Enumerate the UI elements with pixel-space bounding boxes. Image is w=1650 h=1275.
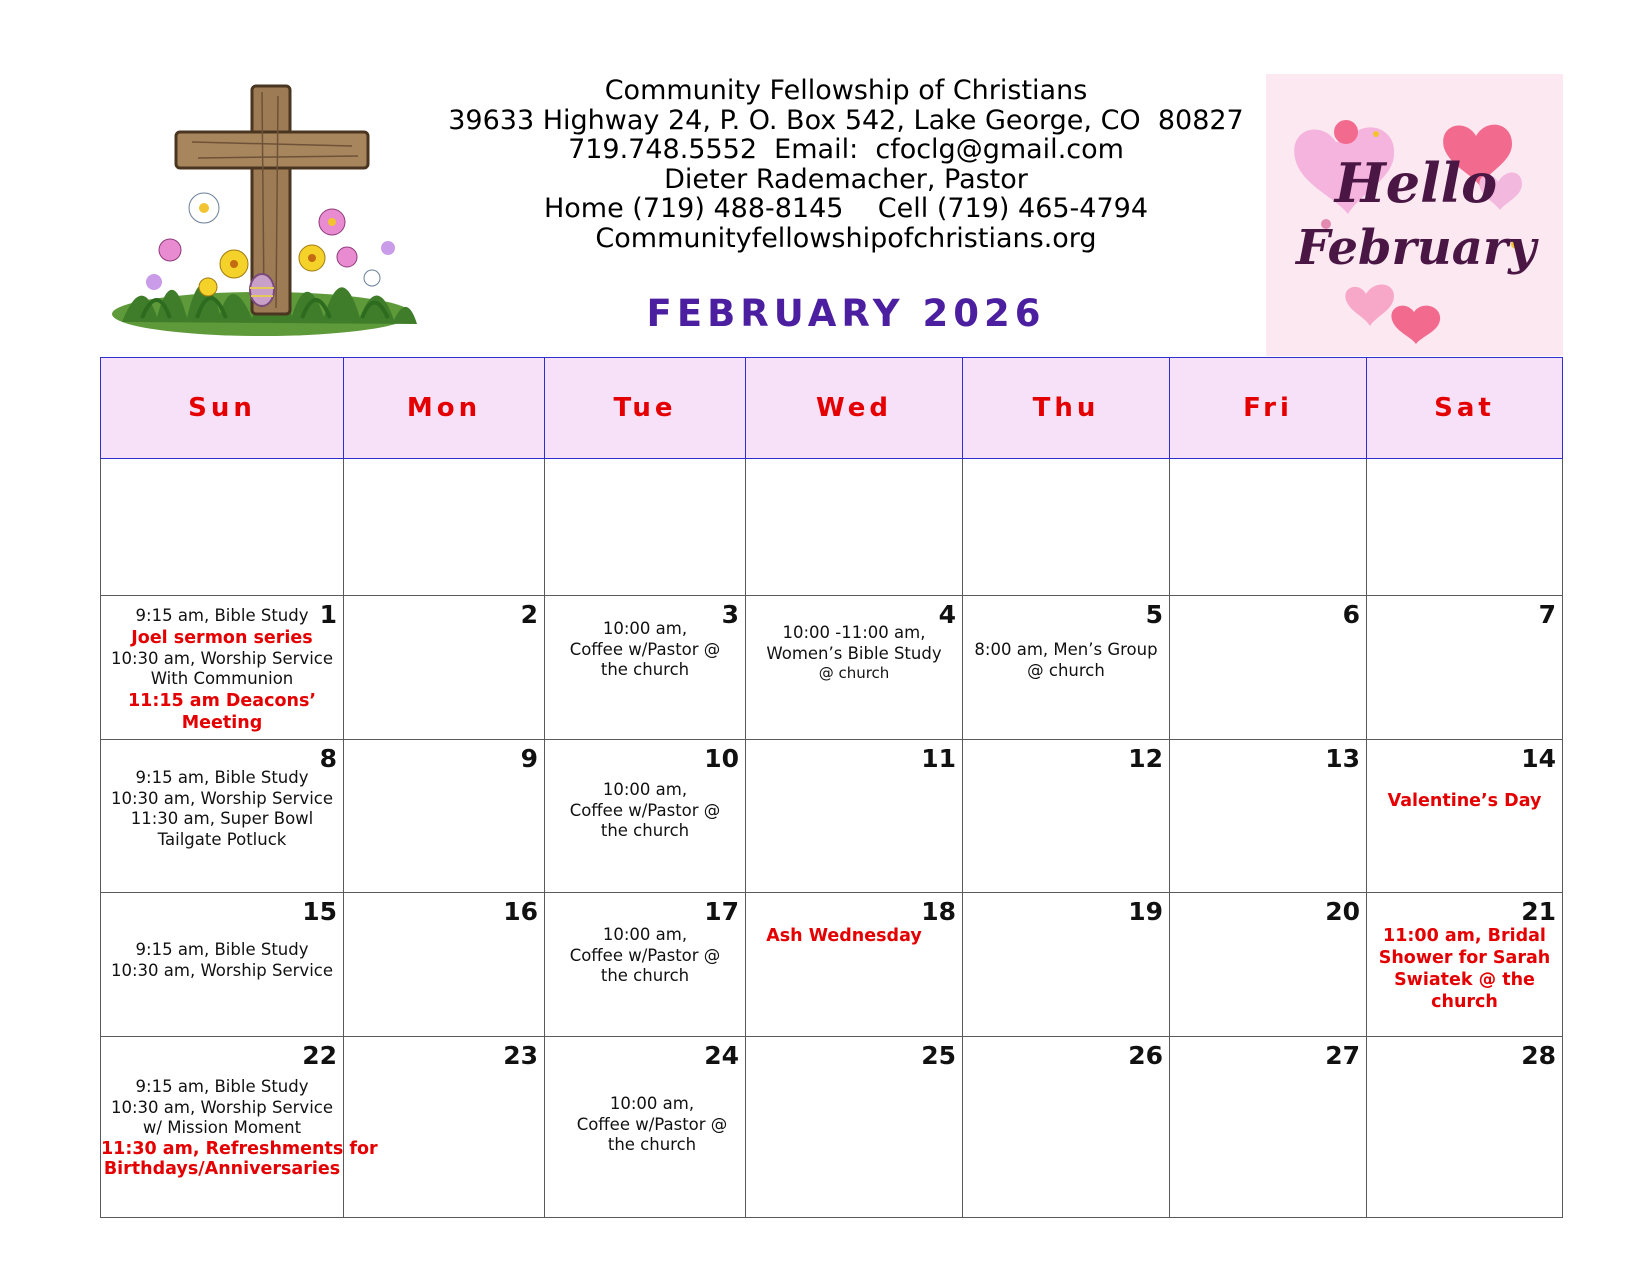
day-cell-13 (1170, 740, 1367, 893)
day-number: 5 (1145, 600, 1163, 629)
day-number: 23 (503, 1041, 538, 1070)
weekday-fri: Fri (1170, 358, 1367, 459)
event-line: 10:00 am, (609, 1094, 695, 1113)
empty-day-cell (545, 459, 746, 596)
event-line: 9:15 am, Bible Study (135, 768, 309, 787)
pastor-name: Dieter Rademacher, Pastor (664, 163, 1028, 195)
event-line: w/ Mission Moment (142, 1118, 302, 1137)
day-cell-14 (1367, 740, 1563, 893)
weekday-sun: Sun (101, 358, 344, 459)
church-header (430, 76, 1262, 253)
day-cell-9 (344, 740, 545, 893)
day-number: 3 (721, 600, 739, 629)
hello-february-image (1266, 74, 1563, 356)
event-line: 11:30 am, Super Bowl (130, 809, 314, 828)
day-number: 6 (1342, 600, 1360, 629)
day-number: 10 (704, 744, 739, 773)
day-cell-19 (963, 893, 1170, 1037)
day-number: 4 (938, 600, 956, 629)
empty-day-cell (101, 459, 344, 596)
empty-day-cell (1367, 459, 1563, 596)
empty-day-cell (746, 459, 963, 596)
event-highlight: Shower for Sarah (1378, 948, 1551, 968)
weekday-header-row (101, 358, 1563, 459)
day-cell-11 (746, 740, 963, 893)
day-cell-7 (1367, 596, 1563, 740)
day-cell-5 (963, 596, 1170, 740)
event-line: 10:00 am, (602, 619, 688, 638)
weekday-thu: Thu (963, 358, 1170, 459)
day-cell-1 (101, 596, 344, 740)
event-line: @ church (1027, 660, 1105, 680)
church-name: Community Fellowship of Christians (604, 75, 1088, 106)
day-number: 1 (319, 600, 337, 629)
event-line: the church (600, 821, 690, 840)
day-cell-26 (963, 1037, 1170, 1218)
event-line: Coffee w/Pastor @ (569, 800, 721, 820)
day-number: 24 (704, 1041, 739, 1070)
church-phone-email: 719.748.5552 Email: cfoclg@gmail.com (568, 134, 1124, 165)
day-number: 20 (1325, 897, 1360, 926)
day-cell-3 (545, 596, 746, 740)
day-cell-6 (1170, 596, 1367, 740)
event-highlight: 11:00 am, Bridal (1383, 926, 1546, 946)
day-cell-20 (1170, 893, 1367, 1037)
event-line: Coffee w/Pastor @ (569, 639, 721, 659)
calendar-grid (100, 357, 1563, 1218)
day-cell-17 (545, 893, 746, 1037)
event-line: 10:30 am, Worship Service (110, 960, 334, 980)
event-line: With Communion (150, 669, 294, 688)
church-website: Communityfellowshipofchristians.org (595, 222, 1097, 254)
day-number: 8 (319, 744, 337, 773)
week-row-1 (101, 596, 1563, 740)
day-cell-2 (344, 596, 545, 740)
day-number: 25 (921, 1041, 956, 1070)
event-line: 9:15 am, Bible Study (135, 1077, 309, 1096)
day-cell-24 (545, 1037, 746, 1218)
event-line: 10:00 am, (602, 780, 688, 799)
empty-day-cell (963, 459, 1170, 596)
day-cell-8 (101, 740, 344, 893)
day-cell-23 (344, 1037, 545, 1218)
day-cell-15 (101, 893, 344, 1037)
event-highlight: Birthdays/Anniversaries (103, 1159, 341, 1179)
day-number: 19 (1128, 897, 1163, 926)
week-row-4 (101, 1037, 1563, 1218)
event-highlight: 11:15 am Deacons’ (127, 690, 317, 711)
day-cell-28 (1367, 1037, 1563, 1218)
weekday-mon: Mon (344, 358, 545, 459)
day-number: 21 (1521, 897, 1556, 926)
day-number: 9 (520, 744, 538, 773)
day-number: 12 (1128, 744, 1163, 773)
pastor-phones: Home (719) 488-8145 Cell (719) 465-4794 (543, 193, 1149, 224)
event-highlight: Meeting (181, 712, 263, 733)
event-line: the church (600, 660, 690, 679)
day-cell-4 (746, 596, 963, 740)
day-cell-21 (1367, 893, 1563, 1037)
event-highlight: 11:30 am, Refreshments for (101, 1138, 378, 1159)
event-line: Tailgate Potluck (157, 829, 287, 849)
day-number: 18 (921, 897, 956, 926)
event-line: @ church (818, 664, 890, 682)
day-cell-12 (963, 740, 1170, 893)
event-line: the church (607, 1135, 697, 1154)
day-number: 13 (1325, 744, 1360, 773)
day-cell-18 (746, 893, 963, 1037)
day-number: 16 (503, 897, 538, 926)
event-line: 10:30 am, Worship Service (110, 1097, 334, 1117)
empty-day-cell (1170, 459, 1367, 596)
week-row-empty (101, 459, 1563, 596)
week-row-2 (101, 740, 1563, 893)
day-number: 2 (520, 600, 538, 629)
empty-day-cell (344, 459, 545, 596)
event-highlight: Valentine’s Day (1387, 791, 1542, 811)
event-line: 8:00 am, Men’s Group (974, 640, 1158, 659)
event-line: 10:00 -11:00 am, (782, 623, 926, 642)
event-line: 10:30 am, Worship Service (110, 648, 334, 668)
event-highlight: church (1431, 992, 1498, 1012)
day-cell-22 (101, 1037, 378, 1218)
event-highlight: Joel sermon series (131, 627, 313, 648)
day-number: 17 (704, 897, 739, 926)
event-line: Women’s Bible Study (766, 643, 942, 663)
event-line: Coffee w/Pastor @ (576, 1114, 728, 1134)
event-highlight: Swiatek @ the (1394, 970, 1535, 990)
february-text: February (1295, 220, 1537, 276)
event-line: 9:15 am, Bible Study (135, 940, 309, 959)
day-number: 27 (1325, 1041, 1360, 1070)
day-number: 22 (302, 1041, 337, 1070)
event-line: the church (600, 966, 690, 985)
week-row-3 (101, 893, 1563, 1037)
day-number: 28 (1521, 1041, 1556, 1070)
event-line: 10:30 am, Worship Service (110, 788, 334, 808)
day-cell-16 (344, 893, 545, 1037)
event-highlight: Ash Wednesday (766, 926, 922, 946)
day-number: 15 (302, 897, 337, 926)
event-line: 10:00 am, (602, 925, 688, 944)
event-line: 9:15 am, Bible Study (135, 606, 309, 625)
weekday-sat: Sat (1367, 358, 1563, 459)
day-number: 11 (921, 744, 956, 773)
weekday-wed: Wed (746, 358, 963, 459)
day-number: 26 (1128, 1041, 1163, 1070)
day-number: 14 (1521, 744, 1556, 773)
month-title: FEBRUARY 2026 (646, 292, 1046, 335)
hello-text: Hello (1334, 151, 1498, 215)
day-cell-10 (545, 740, 746, 893)
cross-flowers-image (102, 82, 424, 344)
weekday-tue: Tue (545, 358, 746, 459)
day-number: 7 (1538, 600, 1556, 629)
event-line: Coffee w/Pastor @ (569, 945, 721, 965)
church-address: 39633 Highway 24, P. O. Box 542, Lake George, CO 80827 (448, 104, 1244, 136)
day-cell-27 (1170, 1037, 1367, 1218)
day-cell-25 (746, 1037, 963, 1218)
